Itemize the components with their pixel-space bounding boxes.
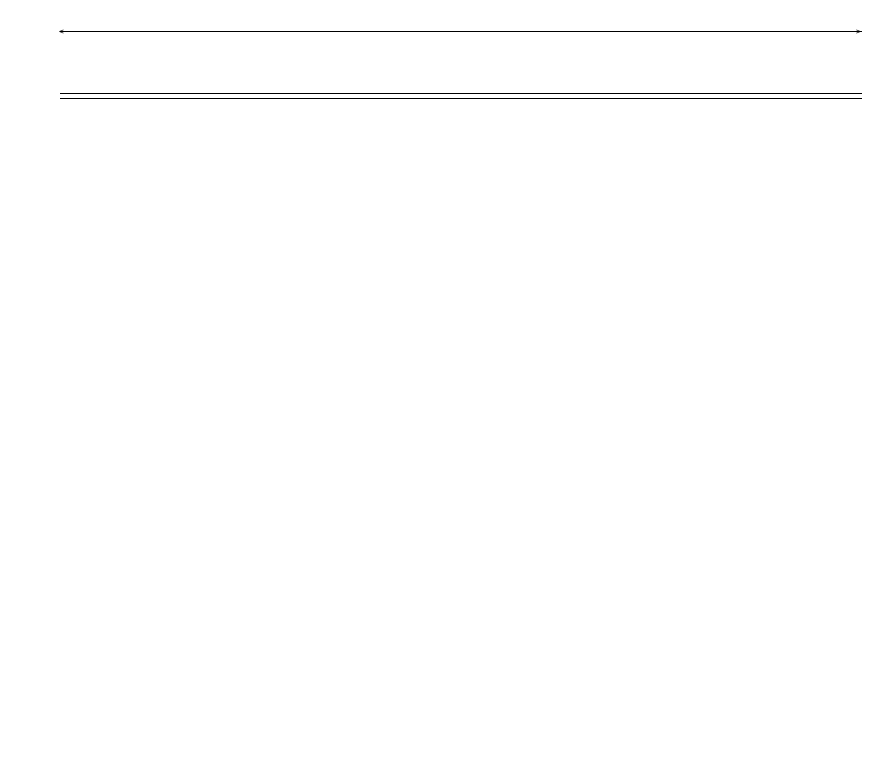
ruler-axis[interactable] xyxy=(60,31,862,32)
ruler-left-arrow: < xyxy=(59,27,64,36)
cytoband-line-top xyxy=(60,93,862,94)
ruler-right-arrow: > xyxy=(856,27,861,36)
cytoband-line-bottom xyxy=(60,98,862,99)
